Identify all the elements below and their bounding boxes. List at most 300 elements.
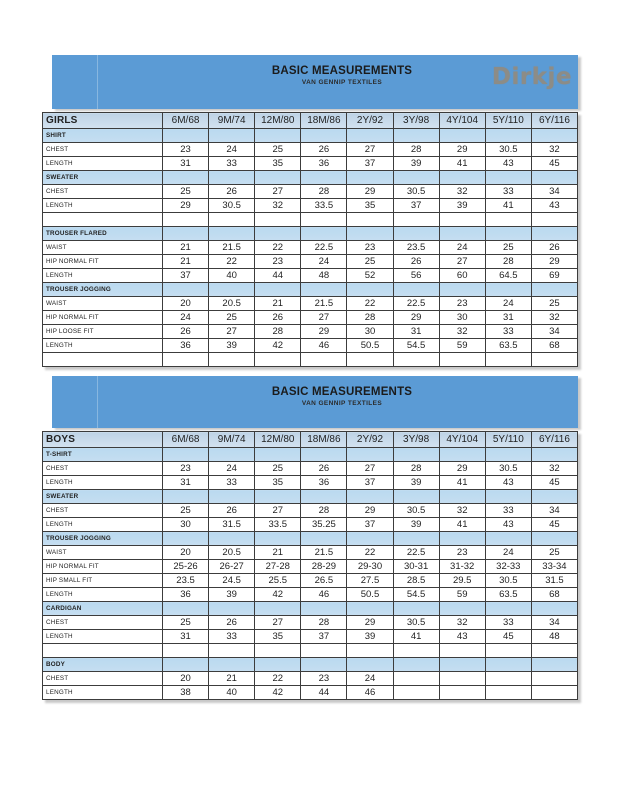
value-cell: 45 [531,518,577,532]
value-cell [393,283,439,297]
value-cell: 23 [301,672,347,686]
value-cell [347,353,393,367]
value-cell: 33 [485,616,531,630]
value-cell [347,644,393,658]
value-cell: 30.5 [393,504,439,518]
section-label-cell: SHIRT [43,129,163,143]
value-cell [531,672,577,686]
value-cell: 22.5 [393,297,439,311]
value-cell: 33 [485,504,531,518]
section-label-cell: CARDIGAN [43,602,163,616]
value-cell [163,213,209,227]
value-cell: 25 [485,241,531,255]
value-cell: 33 [209,157,255,171]
value-cell: 26 [209,504,255,518]
value-cell: 29 [347,616,393,630]
value-cell [163,490,209,504]
value-cell: 25 [255,462,301,476]
value-cell: 23 [255,255,301,269]
value-cell [255,602,301,616]
value-cell: 32 [439,504,485,518]
value-cell [531,227,577,241]
value-cell [209,213,255,227]
value-cell: 27 [347,462,393,476]
value-cell: 39 [393,476,439,490]
value-cell: 29 [393,311,439,325]
value-cell: 37 [347,518,393,532]
value-cell: 31.5 [209,518,255,532]
value-cell: 25 [347,255,393,269]
size-header-cell: 12M/80 [255,432,301,448]
value-cell [347,658,393,672]
value-cell: 20 [163,672,209,686]
value-cell: 32 [531,462,577,476]
value-cell: 28 [301,616,347,630]
value-cell [485,129,531,143]
boys-table-body [43,432,578,700]
row-label-cell: LENGTH [43,199,163,213]
value-cell: 24 [485,546,531,560]
size-header-cell: 6Y/116 [531,113,577,129]
size-header-cell: 6M/68 [163,113,209,129]
value-cell: 23 [347,241,393,255]
value-cell: 24 [347,672,393,686]
boys-empty-row [43,644,578,658]
value-cell: 24 [485,297,531,311]
girls-data-row [43,241,578,255]
value-cell: 29 [347,504,393,518]
value-cell [347,171,393,185]
value-cell: 22 [347,297,393,311]
value-cell: 35 [255,476,301,490]
value-cell [439,686,485,700]
value-cell: 27.5 [347,574,393,588]
value-cell: 29 [439,462,485,476]
value-cell: 21 [255,297,301,311]
value-cell: 21.5 [209,241,255,255]
value-cell [347,448,393,462]
value-cell: 22 [255,241,301,255]
value-cell [163,644,209,658]
size-header-cell: 12M/80 [255,113,301,129]
value-cell: 32-33 [485,560,531,574]
value-cell: 26 [163,325,209,339]
value-cell: 54.5 [393,588,439,602]
row-label-cell: HIP LOOSE FIT [43,325,163,339]
size-header-cell: 3Y/98 [393,113,439,129]
value-cell: 46 [347,686,393,700]
value-cell [439,532,485,546]
row-label-cell: WAIST [43,241,163,255]
value-cell [301,283,347,297]
value-cell: 59 [439,339,485,353]
value-cell [531,353,577,367]
value-cell [209,644,255,658]
value-cell [439,490,485,504]
row-label-cell: WAIST [43,297,163,311]
value-cell: 40 [209,269,255,283]
value-cell: 21 [209,672,255,686]
girls-banner [52,55,578,109]
boys-data-row [43,560,578,574]
value-cell [485,171,531,185]
value-cell [531,171,577,185]
value-cell [301,658,347,672]
girls-data-row [43,185,578,199]
value-cell [393,490,439,504]
value-cell: 42 [255,686,301,700]
value-cell: 28 [301,504,347,518]
boys-data-row [43,630,578,644]
value-cell [485,644,531,658]
value-cell: 25 [255,143,301,157]
row-label-cell: CHEST [43,185,163,199]
value-cell [301,490,347,504]
value-cell [393,658,439,672]
value-cell: 29-30 [347,560,393,574]
size-header-cell: 3Y/98 [393,432,439,448]
size-header-cell: 4Y/104 [439,113,485,129]
girls-section-row [43,283,578,297]
value-cell: 42 [255,339,301,353]
boys-section-row [43,658,578,672]
value-cell [301,448,347,462]
value-cell: 56 [393,269,439,283]
value-cell [439,283,485,297]
value-cell: 28 [347,311,393,325]
girls-empty-row [43,353,578,367]
value-cell: 29 [347,185,393,199]
size-header-cell: 18M/86 [301,113,347,129]
value-cell [531,644,577,658]
section-label-cell: TROUSER FLARED [43,227,163,241]
value-cell: 25.5 [255,574,301,588]
value-cell: 44 [255,269,301,283]
value-cell: 34 [531,616,577,630]
row-label-cell: LENGTH [43,269,163,283]
value-cell [163,658,209,672]
value-cell [393,686,439,700]
girls-data-row [43,199,578,213]
value-cell [163,532,209,546]
value-cell: 28 [301,185,347,199]
value-cell: 24 [301,255,347,269]
value-cell: 27-28 [255,560,301,574]
value-cell [485,490,531,504]
value-cell: 23 [439,546,485,560]
value-cell: 31.5 [531,574,577,588]
value-cell: 29 [531,255,577,269]
girls-section-row [43,129,578,143]
value-cell [255,227,301,241]
value-cell: 28 [393,143,439,157]
value-cell [393,448,439,462]
value-cell [393,532,439,546]
girls-header-row [43,113,578,129]
value-cell [163,353,209,367]
value-cell [209,227,255,241]
value-cell [347,213,393,227]
value-cell [209,490,255,504]
value-cell [531,129,577,143]
value-cell: 37 [347,476,393,490]
section-label-cell: TROUSER JOGGING [43,283,163,297]
value-cell: 37 [347,157,393,171]
value-cell [485,602,531,616]
value-cell: 35 [255,630,301,644]
value-cell: 27 [209,325,255,339]
value-cell [301,213,347,227]
value-cell: 37 [301,630,347,644]
value-cell [301,227,347,241]
value-cell: 45 [531,157,577,171]
value-cell: 36 [163,339,209,353]
row-label-cell: HIP SMALL FIT [43,574,163,588]
girls-data-row [43,325,578,339]
value-cell: 41 [439,157,485,171]
dirkje-brand-logo: Dirkje [491,64,572,90]
value-cell [485,672,531,686]
value-cell [255,658,301,672]
value-cell [301,532,347,546]
value-cell: 35 [255,157,301,171]
value-cell [301,353,347,367]
section-label-cell: SWEATER [43,171,163,185]
value-cell: 25 [163,185,209,199]
section-label-cell: TROUSER JOGGING [43,532,163,546]
row-label-cell: CHEST [43,143,163,157]
value-cell [163,448,209,462]
sheet-content [42,55,578,700]
value-cell: 26 [255,311,301,325]
value-cell: 28.5 [393,574,439,588]
value-cell: 69 [531,269,577,283]
value-cell [439,644,485,658]
value-cell: 64.5 [485,269,531,283]
size-header-cell: 2Y/92 [347,432,393,448]
value-cell: 21.5 [301,546,347,560]
value-cell: 43 [439,630,485,644]
value-cell: 28 [393,462,439,476]
value-cell: 34 [531,504,577,518]
value-cell [347,490,393,504]
value-cell [163,129,209,143]
value-cell [485,686,531,700]
value-cell [531,602,577,616]
value-cell: 27 [255,616,301,630]
boys-header-row [43,432,578,448]
value-cell [255,448,301,462]
value-cell: 30-31 [393,560,439,574]
boys-data-row [43,588,578,602]
value-cell: 30.5 [485,574,531,588]
value-cell: 44 [301,686,347,700]
value-cell: 31 [163,630,209,644]
value-cell: 27 [347,143,393,157]
girls-data-row [43,143,578,157]
value-cell: 54.5 [393,339,439,353]
value-cell: 28 [255,325,301,339]
value-cell: 22.5 [301,241,347,255]
boys-data-row [43,462,578,476]
boys-data-row [43,518,578,532]
value-cell: 32 [531,143,577,157]
value-cell [255,129,301,143]
value-cell: 63.5 [485,339,531,353]
value-cell: 30.5 [485,143,531,157]
value-cell: 29 [163,199,209,213]
value-cell [209,171,255,185]
value-cell [347,227,393,241]
value-cell: 48 [531,630,577,644]
value-cell: 21 [255,546,301,560]
value-cell [393,353,439,367]
boys-data-row [43,546,578,560]
value-cell [439,658,485,672]
value-cell [209,283,255,297]
value-cell [485,532,531,546]
value-cell: 43 [531,199,577,213]
value-cell: 26 [209,616,255,630]
value-cell: 24 [163,311,209,325]
value-cell: 23.5 [393,241,439,255]
value-cell: 26 [301,462,347,476]
value-cell: 32 [255,199,301,213]
size-header-cell: 6M/68 [163,432,209,448]
value-cell: 33-34 [531,560,577,574]
group-label-cell: BOYS [43,432,163,448]
value-cell [209,658,255,672]
value-cell [485,283,531,297]
value-cell: 21 [163,255,209,269]
value-cell: 26 [209,185,255,199]
value-cell [255,353,301,367]
value-cell [393,213,439,227]
value-cell: 39 [439,199,485,213]
value-cell: 41 [485,199,531,213]
value-cell: 48 [301,269,347,283]
size-header-cell: 5Y/110 [485,113,531,129]
girls-data-row [43,311,578,325]
value-cell: 25-26 [163,560,209,574]
value-cell: 32 [439,325,485,339]
boys-data-row [43,504,578,518]
page-subtitle: VAN GENNIP TEXTILES [301,400,383,407]
value-cell [255,644,301,658]
value-cell: 40 [209,686,255,700]
value-cell: 23.5 [163,574,209,588]
value-cell [393,644,439,658]
value-cell: 23 [439,297,485,311]
banner-title-block [79,376,605,407]
value-cell [347,532,393,546]
value-cell: 31 [485,311,531,325]
value-cell [393,227,439,241]
value-cell: 33 [485,185,531,199]
size-header-cell: 5Y/110 [485,432,531,448]
row-label-cell: LENGTH [43,686,163,700]
value-cell: 46 [301,588,347,602]
value-cell [255,490,301,504]
value-cell [347,602,393,616]
value-cell: 22 [255,672,301,686]
value-cell: 36 [163,588,209,602]
value-cell: 24 [209,143,255,157]
boys-section-row [43,490,578,504]
value-cell: 31 [393,325,439,339]
value-cell: 50.5 [347,339,393,353]
value-cell [163,283,209,297]
size-header-cell: 2Y/92 [347,113,393,129]
value-cell [485,353,531,367]
value-cell: 33 [209,476,255,490]
value-cell [439,227,485,241]
value-cell: 26-27 [209,560,255,574]
value-cell: 39 [393,518,439,532]
value-cell: 30.5 [393,616,439,630]
value-cell [255,283,301,297]
value-cell: 23 [163,462,209,476]
boys-section-row [43,602,578,616]
value-cell: 43 [485,476,531,490]
value-cell: 30.5 [393,185,439,199]
value-cell: 30 [347,325,393,339]
value-cell: 20 [163,297,209,311]
value-cell: 20.5 [209,297,255,311]
value-cell: 21.5 [301,297,347,311]
value-cell: 33.5 [255,518,301,532]
value-cell: 42 [255,588,301,602]
value-cell [209,602,255,616]
girls-table-body [43,113,578,367]
value-cell [347,129,393,143]
value-cell [439,129,485,143]
value-cell: 68 [531,339,577,353]
value-cell: 25 [163,504,209,518]
boys-data-row [43,672,578,686]
row-label-cell: HIP NORMAL FIT [43,560,163,574]
section-spacer [42,367,578,376]
value-cell: 37 [163,269,209,283]
row-label-cell: LENGTH [43,518,163,532]
row-label-cell: LENGTH [43,630,163,644]
value-cell: 35 [347,199,393,213]
value-cell: 39 [209,339,255,353]
value-cell: 63.5 [485,588,531,602]
size-header-cell: 9M/74 [209,113,255,129]
row-label-cell: HIP NORMAL FIT [43,311,163,325]
value-cell [439,171,485,185]
value-cell: 25 [531,297,577,311]
value-cell: 34 [531,325,577,339]
row-label-cell: WAIST [43,546,163,560]
value-cell: 41 [393,630,439,644]
value-cell [531,448,577,462]
girls-empty-row [43,213,578,227]
value-cell: 60 [439,269,485,283]
value-cell: 33.5 [301,199,347,213]
value-cell: 20.5 [209,546,255,560]
page-title: BASIC MEASUREMENTS [271,65,413,77]
section-label-cell: BODY [43,658,163,672]
value-cell: 38 [163,686,209,700]
value-cell: 36 [301,476,347,490]
value-cell: 31 [163,157,209,171]
value-cell [255,213,301,227]
row-label-cell: CHEST [43,504,163,518]
value-cell [301,644,347,658]
girls-data-row [43,255,578,269]
